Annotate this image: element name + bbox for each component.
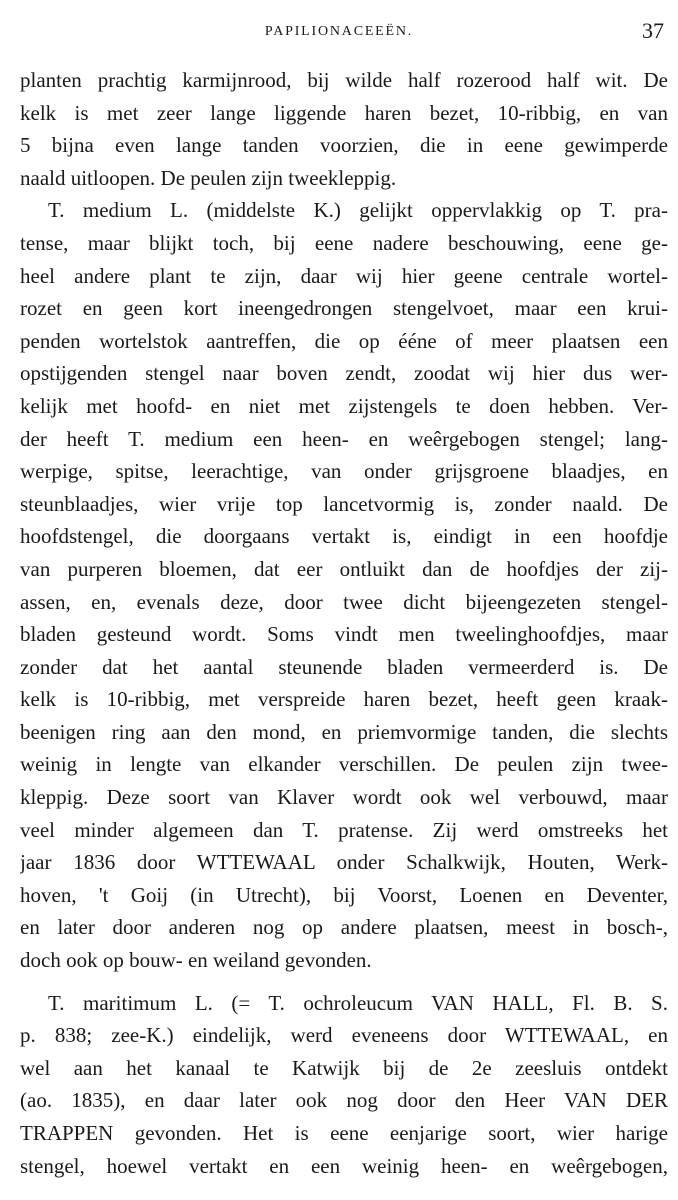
text-line: rozet en geen kort ineengedrongen stengelvoet, maar een krui-	[20, 296, 668, 321]
text-line: stengel, hoewel vertakt en een weinig heen- en weêrgebogen,	[20, 1153, 668, 1178]
text-line: tense, maar blijkt toch, bij eene nadere beschouwing, eene ge-	[20, 230, 668, 255]
running-head: PAPILIONACEEËN.	[264, 24, 414, 39]
text-line: wel aan het kanaal te Katwijk bij de 2e zeesluis ontdekt	[20, 1055, 668, 1080]
text-line: T. maritimum L. (= T. ochroleucum VAN HALL, Fl. B. S.	[48, 990, 668, 1015]
text-line: hoven, 't Goij (in Utrecht), bij Voorst, Loenen en Deventer,	[20, 882, 668, 907]
text-line: kelk is met zeer lange liggende haren bezet, 10-ribbig, en van	[20, 100, 668, 125]
text-line: bladen gesteund wordt. Soms vindt men tweelinghoofdjes, maar	[20, 622, 668, 647]
text-line: der heeft T. medium een heen- en weêrgebogen stengel; lang-	[20, 426, 668, 451]
text-line: en later door anderen nog op andere plaatsen, meest in bosch-,	[20, 915, 668, 940]
text-line: 5 bijna even lange tanden voorzien, die in eene gewimperde	[20, 133, 668, 158]
text-line: assen, en, evenals deze, door twee dicht bijeengezeten stengel-	[20, 589, 668, 614]
text-line: werpige, spitse, leerachtige, van onder grijsgroene blaadjes, en	[20, 459, 668, 484]
text-line: weinig in lengte van elkander verschillen. De peulen zijn twee-	[20, 752, 668, 777]
text-line: hoofdstengel, die doorgaans vertakt is, eindigt in een hoofdje	[20, 524, 668, 549]
text-line: beenigen ring aan den mond, en priemvormige tanden, die slechts	[20, 719, 668, 744]
text-line: zonder dat het aantal steunende bladen vermeerderd is. De	[20, 654, 668, 679]
text-line: kleppig. Deze soort van Klaver wordt ook wel verbouwd, maar	[20, 785, 668, 810]
text-line: heel andere plant te zijn, daar wij hier geene centrale wortel-	[20, 263, 668, 288]
text-line: opstijgenden stengel naar boven zendt, zoodat wij hier dus wer-	[20, 361, 668, 386]
text-line: doch ook op bouw- en weiland gevonden.	[20, 948, 372, 973]
paragraph-maritimum	[20, 987, 668, 1183]
paragraph-gap	[20, 977, 668, 987]
text-line: veel minder algemeen dan T. pratense. Zij werd omstreeks het	[20, 817, 668, 842]
text-line: naald uitloopen. De peulen zijn tweekleppig.	[20, 165, 397, 190]
text-line: planten prachtig karmijnrood, bij wilde half rozerood half wit. De	[20, 68, 668, 92]
text-line: penden wortelstok aantreffen, die op ééne of meer plaatsen een	[20, 328, 668, 353]
text-line: kelk is 10-ribbig, met verspreide haren bezet, heeft geen kraak-	[20, 687, 668, 712]
text-line: TRAPPEN gevonden. Het is eene eenjarige soort, wier harige	[20, 1121, 668, 1145]
text-line: p. 838; zee-K.) eindelijk, werd eveneens door WTTEWAAL, en	[20, 1023, 668, 1048]
text-line: van purperen bloemen, dat eer ontluikt dan de hoofdjes der zij-	[20, 556, 668, 581]
text-line: jaar 1836 door WTTEWAAL onder Schalkwijk, Houten, Werk-	[20, 850, 668, 875]
text-line: steunblaadjes, wier vrije top lancetvormig is, zonder naald. De	[20, 491, 668, 516]
text-line: T. medium L. (middelste K.) gelijkt oppervlakkig op T. pra-	[48, 198, 668, 223]
body-text	[20, 64, 668, 1182]
text-line: (ao. 1835), en daar later ook nog door den Heer VAN DER	[20, 1088, 668, 1113]
paragraph-medium	[20, 64, 668, 977]
page-number: 37	[642, 18, 664, 43]
text-line: kelijk met hoofd- en niet met zijstengels te doen hebben. Ver-	[20, 393, 668, 418]
page-header	[0, 18, 678, 48]
